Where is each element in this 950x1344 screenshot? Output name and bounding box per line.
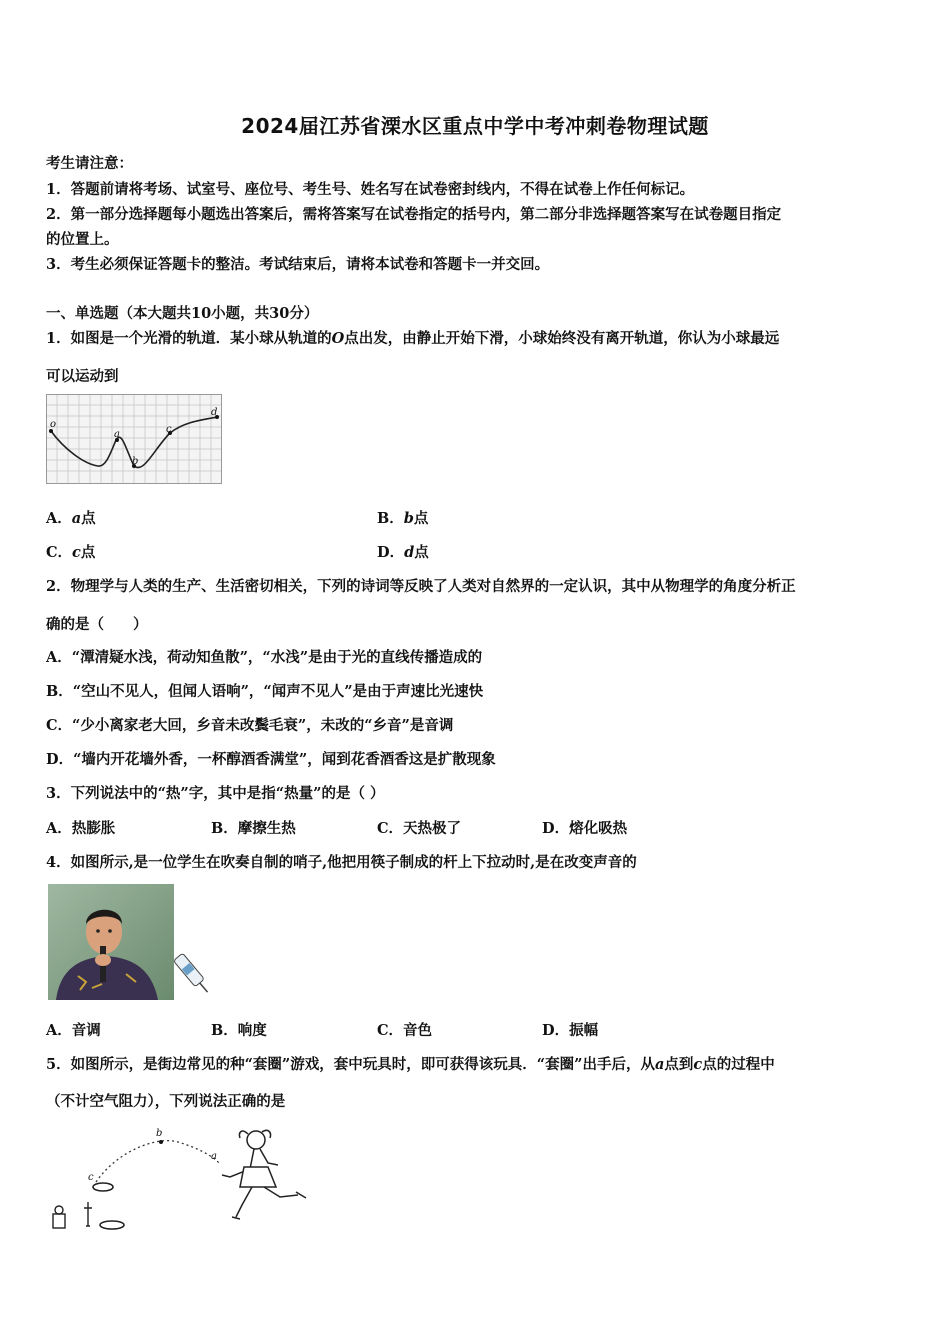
notice-item: 3．考生必须保证答题卡的整洁。考试结束后，请将本试卷和答题卡一并交回。 (46, 256, 550, 273)
track-figure (46, 394, 222, 484)
page-title: 2024届江苏省溧水区重点中学中考冲刺卷物理试题 (241, 114, 709, 138)
section-heading: 一、单选题（本大题共10小题，共30分） (46, 305, 319, 322)
q1-option-b[interactable]: B．b点 (377, 510, 429, 527)
toy-icon (53, 1202, 92, 1228)
q3-option-d[interactable]: D．熔化吸热 (542, 820, 628, 837)
label-a: a (114, 429, 120, 440)
label-c: c (166, 424, 172, 435)
q2-option-a[interactable]: A．“潭清疑水浅，荷动知鱼散”，“水浅”是由于光的直线传播造成的 (46, 649, 483, 666)
q1-option-a[interactable]: A．a点 (46, 510, 96, 527)
q2-option-d[interactable]: D．“墙内开花墙外香，一杯醇酒香满堂”，闻到花香酒香这是扩散现象 (46, 751, 496, 768)
label-a: a (211, 1151, 217, 1162)
ring-toss-figure (48, 1122, 320, 1240)
q4-option-b[interactable]: B．响度 (211, 1022, 267, 1039)
q3-option-c[interactable]: C．天热极了 (377, 820, 462, 837)
q4-option-a[interactable]: A．音调 (46, 1022, 101, 1039)
q5-stem: 5．如图所示，是街边常见的种“套圈”游戏，套中玩具时，即可获得该玩具．“套圈”出手后，从a点到c点的过程中 (46, 1056, 775, 1073)
girl-figure-icon (222, 1130, 306, 1219)
notice-item: 1．答题前请将考场、试室号、座位号、考生号、姓名写在试卷密封线内，不得在试卷上作任何标记。 (46, 181, 695, 198)
ground-ring-icon (100, 1221, 124, 1229)
q5-stem-continued: （不计空气阻力），下列说法正确的是 (46, 1093, 286, 1110)
q4-option-d[interactable]: D．振幅 (542, 1022, 599, 1039)
q3-option-b[interactable]: B．摩擦生热 (211, 820, 296, 837)
whistle-icon (173, 953, 212, 996)
q1-option-c[interactable]: C．c点 (46, 544, 96, 561)
q1-option-d[interactable]: D．d点 (377, 544, 429, 561)
label-b: b (132, 456, 139, 467)
ring-trajectory (96, 1141, 220, 1182)
q3-option-a[interactable]: A．热膨胀 (46, 820, 116, 837)
ring-icon (93, 1183, 113, 1191)
q2-stem: 2．物理学与人类的生产、生活密切相关，下列的诗词等反映了人类对自然界的一定认识，其中从物理学的角度分析正 (46, 578, 796, 595)
label-o: o (50, 419, 57, 430)
notice-heading: 考生请注意： (46, 155, 133, 172)
q3-stem: 3．下列说法中的“热”字，其中是指“热量”的是（ ） (46, 785, 385, 802)
label-b: b (156, 1128, 163, 1139)
label-d: d (211, 407, 218, 418)
q1-stem-continued: 可以运动到 (46, 368, 119, 385)
notice-item: 的位置上。 (46, 231, 119, 248)
q2-option-c[interactable]: C．“少小离家老大回，乡音未改鬓毛衰”，未改的“乡音”是音调 (46, 717, 454, 734)
student-whistle-photo (48, 884, 213, 1000)
q1-stem: 1．如图是一个光滑的轨道．某小球从轨道的O点出发，由静止开始下滑，小球始终没有离开轨道，你认为小球最远 (46, 330, 780, 347)
point-b (159, 1140, 163, 1144)
q4-stem: 4．如图所示,是一位学生在吹奏自制的哨子,他把用筷子制成的杆上下拉动时,是在改变声音的 (46, 854, 637, 871)
q2-option-b[interactable]: B．“空山不见人，但闻人语响”，“闻声不见人”是由于声速比光速快 (46, 683, 484, 700)
q2-stem-continued: 确的是（ ） (46, 616, 148, 633)
label-c: c (88, 1172, 94, 1183)
q4-option-c[interactable]: C．音色 (377, 1022, 433, 1039)
notice-item: 2．第一部分选择题每小题选出答案后，需将答案写在试卷指定的括号内，第二部分非选择题答案写在试卷题目指定 (46, 206, 782, 223)
